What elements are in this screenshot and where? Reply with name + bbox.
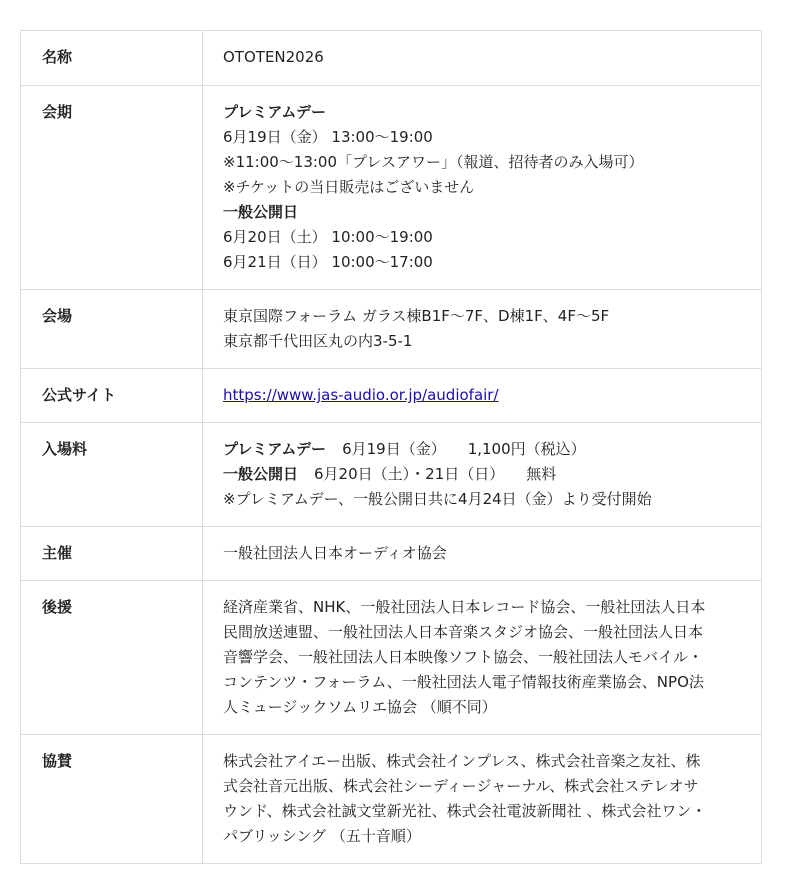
admission-premium-date: 6月19日（金）	[342, 440, 446, 458]
row-label-website: 公式サイト	[21, 369, 203, 423]
sponsor-line-4: パブリッシング （五十音順）	[223, 827, 421, 845]
support-line-4: コンテンツ・フォーラム、一般社団法人電子情報技術産業協会、NPO法	[223, 673, 704, 691]
support-line-2: 民間放送連盟、一般社団法人日本音楽スタジオ協会、一般社団法人日本	[223, 623, 704, 641]
admission-premium-title: プレミアムデー	[223, 440, 327, 458]
row-label-support: 後援	[21, 581, 203, 735]
admission-general-dates: 6月20日（土）・21日（日）	[314, 465, 505, 483]
venue-address: 東京都千代田区丸の内3-5-1	[223, 332, 413, 350]
sponsor-line-1: 株式会社アイエー出版、株式会社インプレス、株式会社音楽之友社、株	[223, 752, 701, 770]
row-value-period	[203, 86, 762, 290]
row-value-organizer	[203, 527, 762, 581]
admission-general-price: 無料	[526, 465, 557, 483]
row-organizer	[21, 527, 762, 581]
organizer-name: 一般社団法人日本オーディオ協会	[223, 544, 447, 562]
admission-premium-line	[223, 437, 747, 462]
row-sponsor	[21, 735, 762, 864]
support-line-5: 人ミュージックソムリエ協会 （順不同）	[223, 698, 497, 716]
row-support	[21, 581, 762, 735]
admission-general-title: 一般公開日	[223, 465, 299, 483]
premium-day-title: プレミアムデー	[223, 103, 327, 121]
row-label-name: 名称	[21, 31, 203, 86]
row-label-sponsor: 協賛	[21, 735, 203, 864]
row-value-admission	[203, 423, 762, 527]
sponsor-line-2: 式会社音元出版、株式会社シーディージャーナル、株式会社ステレオサ	[223, 777, 699, 795]
row-value-support	[203, 581, 762, 735]
row-value-venue	[203, 290, 762, 369]
row-value-website	[203, 369, 762, 423]
support-line-3: 音響学会、一般社団法人日本映像ソフト協会、一般社団法人モバイル・	[223, 648, 704, 666]
official-site-link[interactable]: https://www.jas-audio.or.jp/audiofair/	[223, 386, 499, 404]
press-hour-note: ※11:00～13:00「プレスアワー」（報道、招待者のみ入場可）	[223, 153, 644, 171]
row-value-name	[203, 31, 762, 86]
admission-note: ※プレミアムデー、一般公開日共に4月24日（金）より受付開始	[223, 490, 652, 508]
row-label-venue: 会場	[21, 290, 203, 369]
row-value-sponsor	[203, 735, 762, 864]
row-period	[21, 86, 762, 290]
admission-premium-price: 1,100円（税込）	[467, 440, 586, 458]
row-venue	[21, 290, 762, 369]
support-line-1: 経済産業省、NHK、一般社団法人日本レコード協会、一般社団法人日本	[223, 598, 706, 616]
row-name	[21, 31, 762, 86]
general-day-date-1: 6月20日（土） 10:00～19:00	[223, 228, 433, 246]
general-day-title: 一般公開日	[223, 203, 299, 221]
event-name: OTOTEN2026	[223, 48, 324, 66]
row-label-period: 会期	[21, 86, 203, 290]
row-website	[21, 369, 762, 423]
row-label-admission: 入場料	[21, 423, 203, 527]
admission-general-line	[223, 462, 747, 487]
row-label-organizer: 主催	[21, 527, 203, 581]
general-day-date-2: 6月21日（日） 10:00～17:00	[223, 253, 433, 271]
premium-day-date: 6月19日（金） 13:00～19:00	[223, 128, 433, 146]
sponsor-line-3: ウンド、株式会社誠文堂新光社、株式会社電波新聞社 、株式会社ワン・	[223, 802, 707, 820]
row-admission	[21, 423, 762, 527]
no-same-day-note: ※チケットの当日販売はございません	[223, 178, 475, 196]
event-info-table	[20, 30, 762, 864]
venue-building: 東京国際フォーラム ガラス棟B1F～7F、D棟1F、4F～5F	[223, 307, 610, 325]
